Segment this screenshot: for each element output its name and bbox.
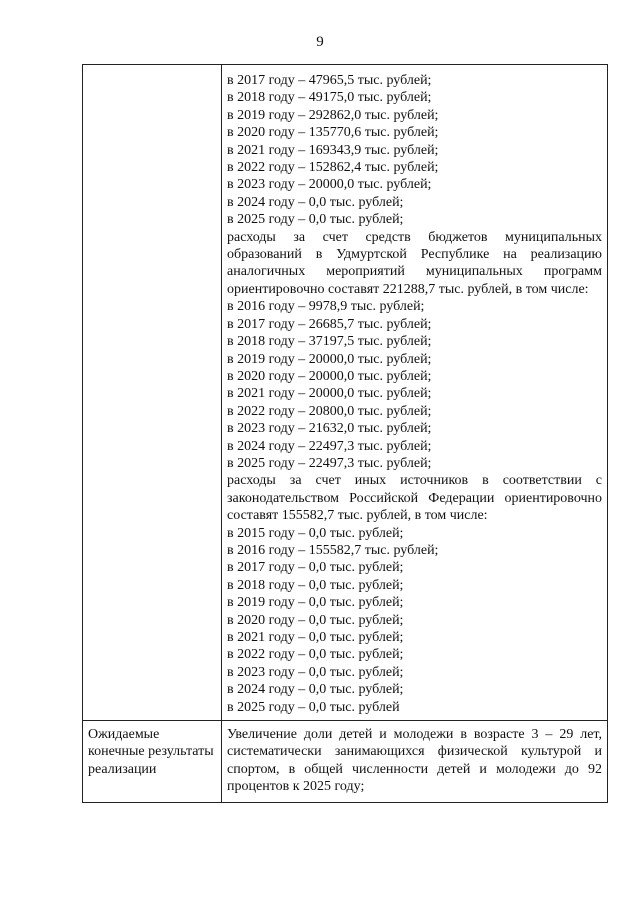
budget-line: в 2017 году – 47965,5 тыс. рублей; — [227, 73, 432, 88]
budget-line: в 2017 году – 26685,7 тыс. рублей; — [227, 316, 432, 332]
budget-line: в 2023 году – 20000,0 тыс. рублей; — [227, 177, 432, 193]
program-table — [82, 64, 608, 803]
budget-line: в 2025 году – 22497,3 тыс. рублей; — [227, 455, 432, 471]
regional-budget-years — [227, 72, 602, 229]
budget-line: в 2016 году – 155582,7 тыс. рублей; — [227, 542, 439, 558]
budget-line: в 2021 году – 20000,0 тыс. рублей; — [227, 386, 432, 402]
row-label-empty — [83, 65, 222, 720]
budget-line: в 2025 году – 0,0 тыс. рублей; — [227, 212, 404, 228]
budget-line: в 2023 году – 21632,0 тыс. рублей; — [227, 421, 432, 437]
budget-line: в 2019 году – 292862,0 тыс. рублей; — [227, 107, 439, 123]
budget-line: в 2020 году – 20000,0 тыс. рублей; — [227, 368, 432, 384]
other-sources-years — [227, 525, 602, 716]
budget-line: в 2025 году – 0,0 тыс. рублей — [227, 699, 400, 715]
budget-line: в 2019 году – 0,0 тыс. рублей; — [227, 595, 404, 611]
budget-line: в 2024 году – 22497,3 тыс. рублей; — [227, 438, 432, 454]
budget-line: в 2023 году – 0,0 тыс. рублей; — [227, 664, 404, 680]
budget-line: в 2021 году – 0,0 тыс. рублей; — [227, 630, 404, 645]
other-sources-paragraph: расходы за счет иных источников в соответствии с законодательством Российской Федерации ориентировочно составят 155582,7 тыс. рублей, в том числе: — [227, 473, 602, 524]
budget-line: в 2019 году – 20000,0 тыс. рублей; — [227, 351, 432, 367]
budget-line: в 2021 году – 169343,9 тыс. рублей; — [227, 142, 439, 158]
expected-results-label: Ожидаемые конечные результаты реализации — [83, 721, 222, 802]
municipal-expenses-paragraph: расходы за счет средств бюджетов муниципальных образований в Удмуртской Республике на реализацию аналогичных мероприятий муниципальных программ ориентировочно составят 221288,7 тыс. рублей, в том числе: — [227, 229, 602, 297]
municipal-budget-years — [227, 298, 602, 472]
table-row-expected-results — [83, 721, 607, 803]
budget-line: в 2020 году – 0,0 тыс. рублей; — [227, 612, 404, 628]
page-number: 9 — [316, 34, 324, 50]
budget-line: в 2017 году – 0,0 тыс. рублей; — [227, 560, 404, 576]
budget-line: в 2018 году – 49175,0 тыс. рублей; — [227, 90, 432, 106]
budget-line: в 2024 году – 0,0 тыс. рублей; — [227, 194, 404, 210]
budget-line: в 2018 году – 0,0 тыс. рублей; — [227, 577, 404, 593]
budget-line: в 2022 году – 20800,0 тыс. рублей; — [227, 403, 432, 419]
budget-line: в 2022 году – 152862,4 тыс. рублей; — [227, 160, 439, 176]
budget-line: в 2015 году – 0,0 тыс. рублей; — [227, 525, 404, 541]
budget-line: в 2020 году – 135770,6 тыс. рублей; — [227, 125, 439, 141]
budget-line: в 2022 году – 0,0 тыс. рублей; — [227, 647, 404, 663]
table-row-financing — [83, 65, 607, 721]
budget-line: в 2024 году – 0,0 тыс. рублей; — [227, 682, 404, 698]
budget-line: в 2016 году – 9978,9 тыс. рублей; — [227, 299, 425, 315]
financing-cell — [222, 65, 607, 720]
expected-results-text: Увеличение доли детей и молодежи в возрасте 3 – 29 лет, систематически занимающихся физической культурой и спортом, в общей численности детей и молодежи до 92 процентов к 2025 году; — [227, 727, 602, 795]
budget-line: в 2018 году – 37197,5 тыс. рублей; — [227, 334, 432, 350]
